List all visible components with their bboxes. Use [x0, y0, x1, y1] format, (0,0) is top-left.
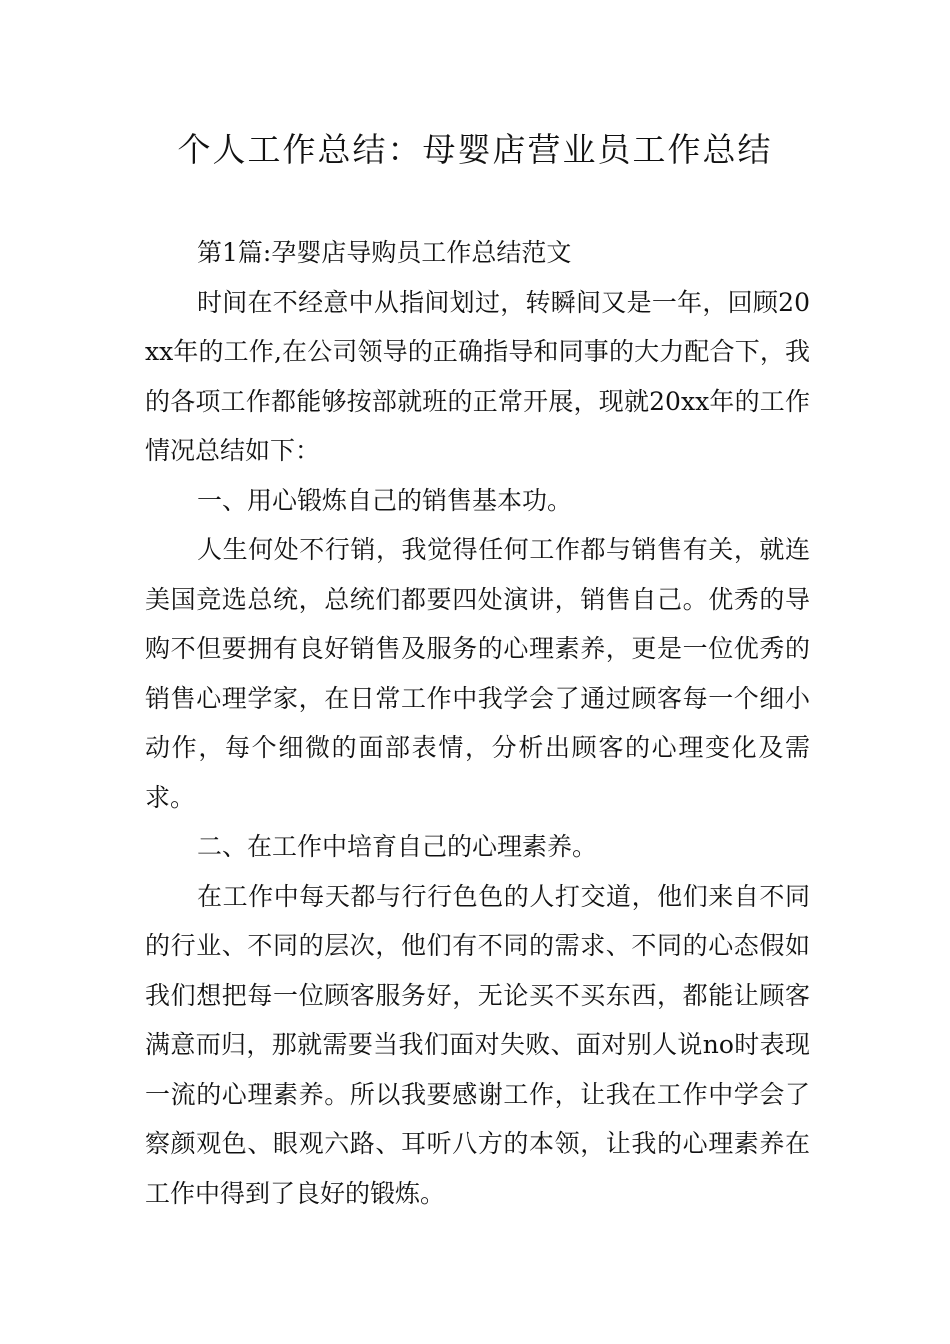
section-heading: 第1篇:孕婴店导购员工作总结范文 [197, 238, 572, 267]
paragraph-sales: 人生何处不行销，我觉得任何工作都与销售有关，就连美国竞选总统，总统们都要四处演讲，销售自己。优秀的导购不但要拥有良好销售及服务的心理素养，更是一位优秀的销售心理学家，在日常工作中我学会了通过顾客每一个细小动作，每个细微的面部表情，分析出顾客的心理变化及需求。 [145, 535, 810, 812]
document-body [145, 228, 810, 1218]
paragraph-psychology: 在工作中每天都与行行色色的人打交道，他们来自不同的行业、不同的层次，他们有不同的需求、不同的心态假如我们想把每一位顾客服务好，无论买不买东西，都能让顾客满意而归，那就需要当我们面对失败、面对别人说no时表现一流的心理素养。所以我要感谢工作，让我在工作中学会了察颜观色、眼观六路、耳听八方的本领，让我的心理素养在工作中得到了良好的锻炼。 [145, 881, 810, 1208]
section-heading-two: 二、在工作中培育自己的心理素养。 [197, 832, 598, 861]
document-title: 个人工作总结：母婴店营业员工作总结 [177, 130, 773, 169]
paragraph-intro: 时间在不经意中从指间划过，转瞬间又是一年，回顾20xx年的工作,在公司领导的正确指导和同事的大力配合下，我的各项工作都能够按部就班的正常开展，现就20xx年的工作情况总结如下： [145, 287, 810, 465]
section-heading-one: 一、用心锻炼自己的销售基本功。 [197, 485, 573, 515]
